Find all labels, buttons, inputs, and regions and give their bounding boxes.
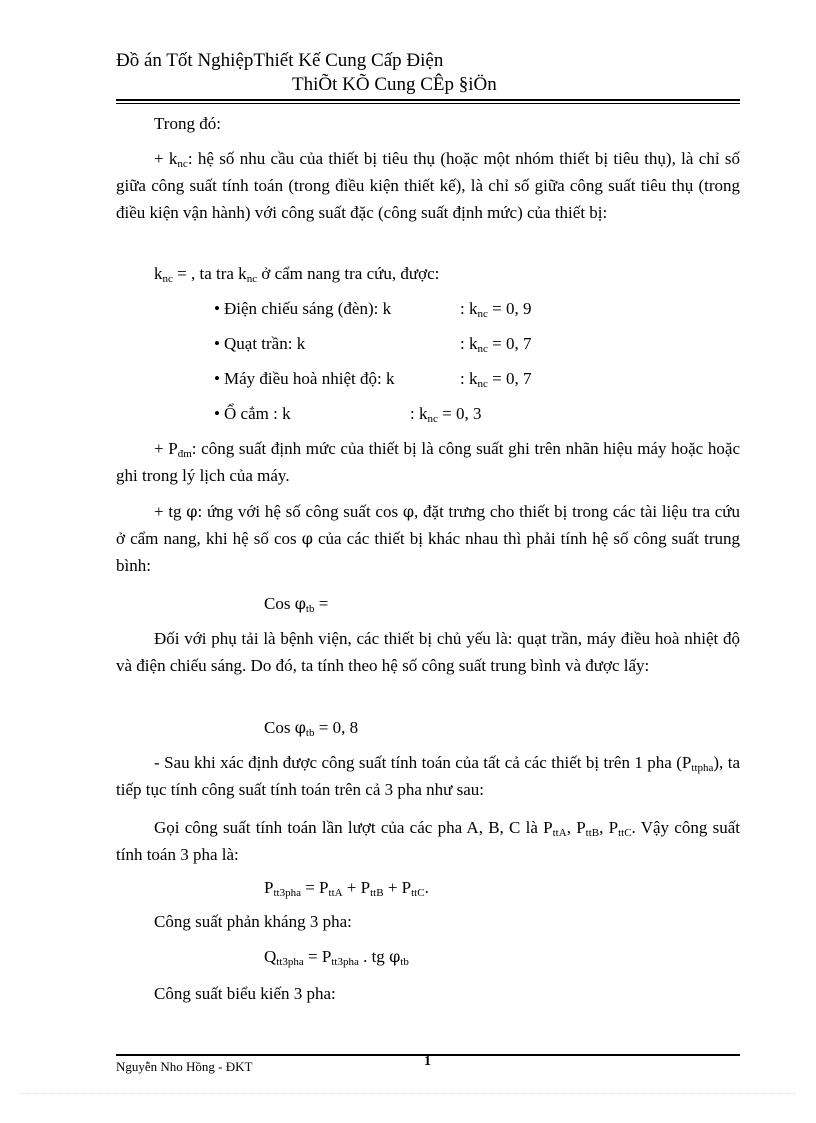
bullet-item: • Điện chiếu sáng (đèn): k <box>214 299 392 318</box>
ptt3pha-formula: $P_{tt3pha} = P_{ttA} + P_{ttB} + P_{ttC}$. <box>264 878 429 899</box>
paragraph-sau-khi: - Sau khi xác định được công suất tính toán của tất cả các thiết bị trên 1 pha $(P_{ttpha})$, ta tiếp tục tính công suất tính toán trên cả 3 pha như sau: <box>116 753 740 799</box>
bullet-value: : $k_{nc} = 0$, 7 <box>460 369 532 390</box>
header-rule-thin <box>116 103 740 104</box>
bullet-value: : $k_{nc} = 0$, 9 <box>460 299 532 320</box>
reactive-power-label: Công suất phản kháng 3 pha: <box>154 912 352 931</box>
apparent-power-label: Công suất biểu kiến 3 pha: <box>154 984 336 1003</box>
paragraph-trong-do: Trong đó: <box>154 114 221 133</box>
paragraph-goi: Gọi công suất tính toán lần lượt của các pha A, B, C là $P_{ttA}$, $P_{ttB}$, $P_{ttC}$. Vậy công suất tính toán 3 pha là: <box>116 818 740 864</box>
cos-phi-value: Cos $\varphi_{tb} = 0$, 8 <box>264 718 359 739</box>
page-number: 1 <box>424 1054 431 1069</box>
header-title-line2: ThiÕt KÕ Cung CÊp §iÖn <box>292 74 497 95</box>
paragraph-phu-tai: Đối với phụ tải là bệnh viện, các thiết bị chủ yếu là: quạt trần, máy điều hoà nhiệt độ và điện chiếu sáng. Do đó, ta tính theo hệ số công suất trung bình và được lấy: <box>116 629 740 675</box>
cos-phi-formula: Cos $\varphi_{tb}$ = <box>264 594 329 615</box>
bullet-item: • Máy điều hoà nhiệt độ: k <box>214 369 395 388</box>
page-bottom-dotted-line <box>20 1093 796 1094</box>
qtt3pha-formula: $Q_{tt3pha} = P_{tt3pha}$ . tg $\varphi_{tb}$ <box>264 947 409 968</box>
header-rule-thick <box>116 99 740 101</box>
bullet-value: : $k_{nc} = 0$, 3 <box>410 404 482 425</box>
bullet-item: • Quạt trần: k <box>214 334 306 353</box>
header-title-line1: Đồ án Tốt NghiệpThiết Kế Cung Cấp Điện <box>116 50 444 71</box>
knc-formula-line: $k_{nc}$ = , ta tra $k_{nc}$ ở cẩm nang tra cứu, được: <box>154 264 440 285</box>
paragraph-knc-definition: + $k_{nc}$: hệ số nhu cầu của thiết bị tiêu thụ (hoặc một nhóm thiết bị tiêu thụ), là chỉ số giữa công suất tính toán (trong điều kiện thiết kế), là chỉ số giữa công suất tiêu thụ (trong điều kiện vận hành) với công suất đặc (công suất định mức) của thiết bị: <box>116 149 740 222</box>
paragraph-pdm-definition: + $P_{đm}$: công suất định mức của thiết bị là công suất ghi trên nhãn hiệu máy hoặc hoặc ghi trong lý lịch của máy. <box>116 439 740 485</box>
bullet-value: : $k_{nc} = 0$, 7 <box>460 334 532 355</box>
bullet-item: • Ổ cắm : k <box>214 404 291 423</box>
paragraph-tg-phi-definition: + tg φ: ứng với hệ số công suất cos φ, đặt trưng cho thiết bị trong các tài liệu tra cứu ở cẩm nang, khi hệ số cos φ của các thiết bị khác nhau thì phải tính hệ số công suất trung bình: <box>116 502 740 575</box>
footer-author: Nguyễn Nho Hồng - ĐKT <box>116 1059 253 1074</box>
